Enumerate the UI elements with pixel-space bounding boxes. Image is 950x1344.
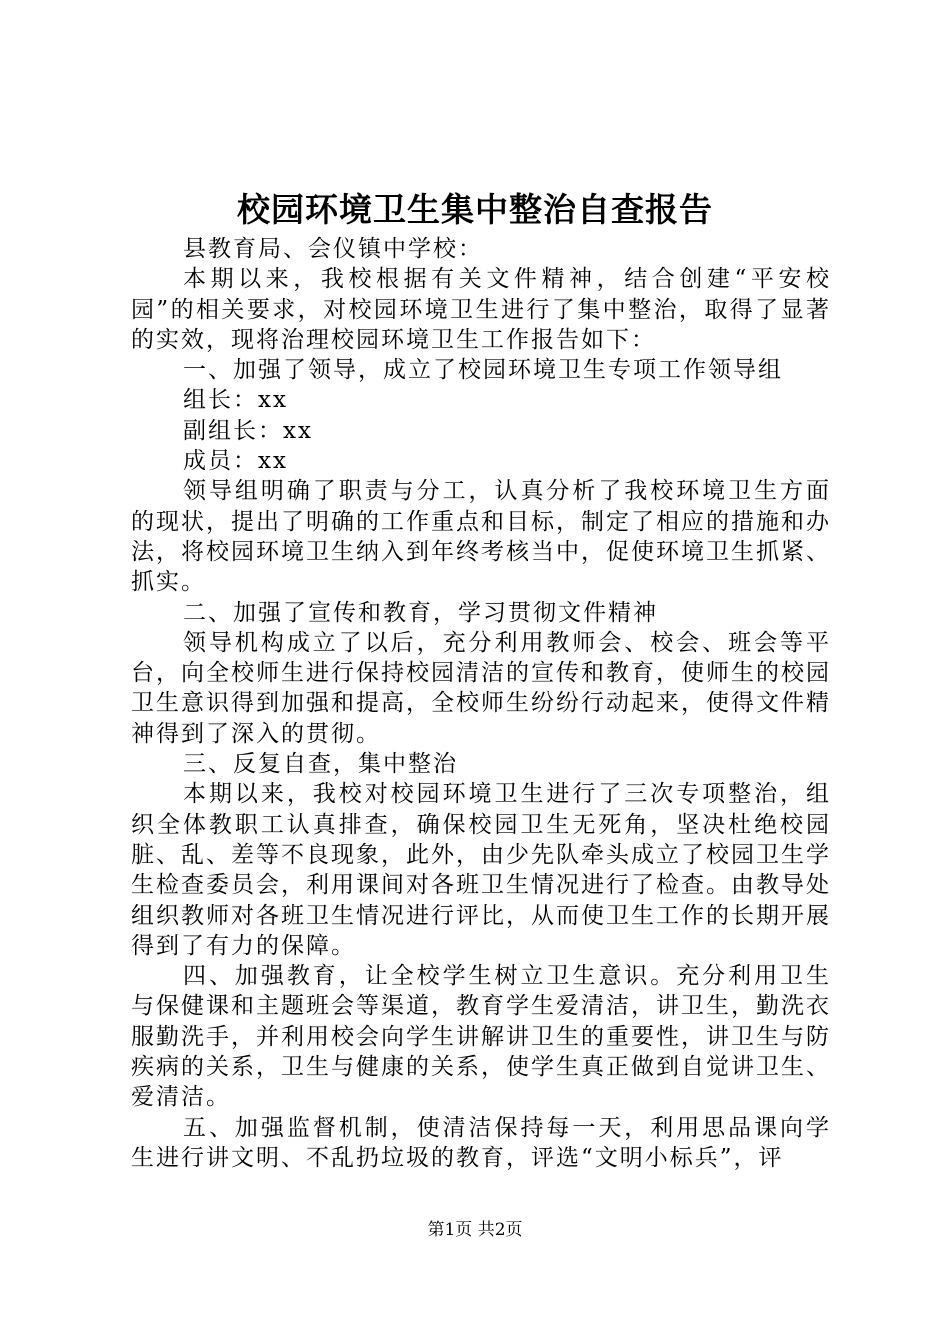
section-heading-1: 一、加强了领导，成立了校园环境卫生专项工作领导组 [183, 357, 783, 384]
section-2-body: 领导机构成立了以后，充分利用教师会、校会、班会等平台，向全校师生进行保持校园清洁的宣传和教育，使师生的校园卫生意识得到加强和提高，全校师生纷纷行动起来，使得文件精神得到了深入的贯彻。 [131, 629, 831, 747]
group-leader-line: 组长：xx [183, 387, 288, 414]
page-number-footer: 第1页 共2页 [427, 1220, 523, 1240]
document-body [131, 234, 831, 1173]
document-title: 校园环境卫生集中整治自查报告 [237, 190, 713, 229]
members-line: 成员：xx [183, 448, 288, 475]
salutation: 县教育局、会仪镇中学校： [183, 236, 483, 262]
section-heading-3: 三、反复自查，集中整治 [183, 751, 458, 778]
section-4-body: 四、加强教育，让全校学生树立卫生意识。充分利用卫生与保健课和主题班会等渠道，教育学生爱清洁，讲卫生，勤洗衣服勤洗手，并利用校会向学生讲解讲卫生的重要性，讲卫生与防疾病的关系，卫生与健康的关系，使学生真正做到自觉讲卫生、爱清洁。 [131, 963, 831, 1111]
deputy-leader-line: 副组长：xx [183, 417, 313, 444]
intro-paragraph: 本期以来，我校根据有关文件精神，结合创建“平安校园”的相关要求，对校园环境卫生进行了集中整治，取得了显著的实效，现将治理校园环境卫生工作报告如下： [131, 266, 831, 353]
section-heading-2: 二、加强了宣传和教育，学习贯彻文件精神 [183, 599, 658, 626]
section-3-body: 本期以来，我校对校园环境卫生进行了三次专项整治，组织全体教职工认真排查，确保校园卫生无死角，坚决杜绝校园脏、乱、差等不良现象，此外，由少先队牵头成立了校园卫生学生检查委员会，利用课间对各班卫生情况进行了检查。由教导处组织教师对各班卫生情况进行评比，从而使卫生工作的长期开展得到了有力的保障。 [131, 781, 831, 959]
section-5-body: 五、加强监督机制，使清洁保持每一天，利用思品课向学生进行讲文明、不乱扔垃圾的教育，评选“文明小标兵”，评 [131, 1114, 831, 1171]
section-1-body: 领导组明确了职责与分工，认真分析了我校环境卫生方面的现状，提出了明确的工作重点和目标，制定了相应的措施和办法，将校园环境卫生纳入到年终考核当中，促使环境卫生抓紧、抓实。 [131, 478, 831, 596]
